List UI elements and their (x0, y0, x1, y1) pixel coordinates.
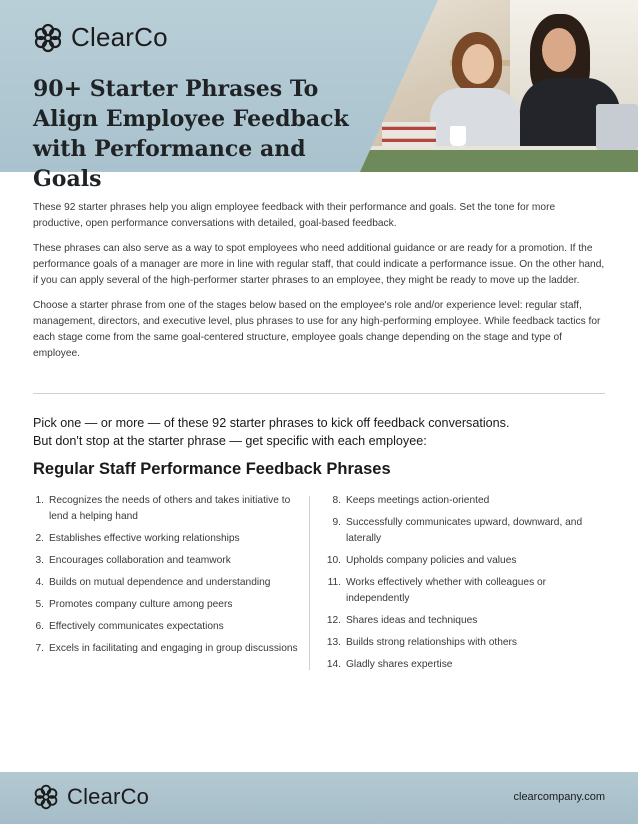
clearco-logo-icon (33, 784, 59, 810)
item-number: 11. (327, 577, 341, 588)
intro-paragraph: Choose a starter phrase from one of the stages below based on the employee's role and/or experience level: regular staff, management, directors, and executive level, plus phrases to use for any high-performing employee. While feedback tactics for each stage come from the same goal-centered structure, employee goals change depending on the stage and type of employee. (33, 300, 601, 359)
item-text: Effectively communicates expectations (49, 621, 224, 632)
list-item (325, 575, 607, 607)
photo-laptop (596, 104, 638, 150)
item-text: Shares ideas and techniques (346, 615, 478, 626)
pick-line: Pick one — or more — of these 92 starter phrases to kick off feedback conversations. (33, 416, 510, 430)
list-item (325, 657, 607, 673)
list-item (325, 613, 607, 629)
item-number: 12. (326, 615, 341, 626)
item-number: 3. (35, 555, 44, 566)
photo-books (382, 122, 436, 148)
header-logo (33, 22, 168, 53)
photo-desk (360, 150, 638, 172)
footer-bar (0, 772, 638, 824)
item-number: 10. (326, 555, 341, 566)
list-item (325, 553, 607, 569)
item-number: 4. (35, 577, 44, 588)
list-item (325, 515, 607, 547)
section-divider (33, 393, 605, 394)
logo-text: ClearCo (67, 784, 150, 809)
item-number: 5. (35, 599, 44, 610)
footer-logo (33, 784, 149, 810)
item-text: Successfully communicates upward, downward, and laterally (346, 517, 583, 544)
list-item (33, 553, 301, 569)
pick-callout (33, 414, 607, 450)
phrase-list-right (325, 493, 607, 679)
item-text: Excels in facilitating and engaging in group discussions (49, 643, 298, 654)
list-item (33, 575, 301, 591)
list-item (33, 493, 301, 525)
item-number: 9. (332, 517, 341, 528)
item-number: 1. (35, 495, 44, 506)
footer-url[interactable]: clearcompany.com (513, 791, 605, 803)
section-title: Regular Staff Performance Feedback Phrases (33, 460, 391, 478)
intro-section (33, 200, 607, 371)
item-text: Works effectively whether with colleagues or independently (346, 577, 547, 604)
item-number: 14. (326, 659, 341, 670)
item-number: 7. (35, 643, 44, 654)
item-text: Upholds company policies and values (346, 555, 517, 566)
item-text: Builds on mutual dependence and understanding (49, 577, 271, 588)
page-title: 90+ Starter Phrases To Align Employee Feedback with Performance and Goals (33, 76, 349, 192)
item-text: Gladly shares expertise (346, 659, 453, 670)
list-item (33, 619, 301, 635)
photo-person-face (542, 28, 576, 72)
photo-cup (450, 126, 466, 146)
intro-paragraph: These 92 starter phrases help you align employee feedback with their performance and goals. Set the tone for more productive, open performance conversations with detailed, goal-based feedback. (33, 202, 556, 229)
list-item (325, 635, 607, 651)
item-text: Builds strong relationships with others (346, 637, 518, 648)
item-text: Encourages collaboration and teamwork (49, 555, 231, 566)
item-text: Keeps meetings action-oriented (346, 495, 490, 506)
item-number: 2. (35, 533, 44, 544)
pick-line: But don't stop at the starter phrase — get specific with each employee: (33, 434, 427, 448)
item-text: Promotes company culture among peers (49, 599, 233, 610)
hero-photo (360, 0, 638, 172)
list-item (33, 597, 301, 613)
phrase-list-left (33, 493, 301, 663)
list-item (33, 641, 301, 657)
item-number: 13. (326, 637, 341, 648)
logo-text: ClearCo (71, 22, 168, 52)
intro-paragraph: These phrases can also serve as a way to spot employees who need additional guidance or are ready for a promotion. If the performance goals of a manager are more in line with regular staff, that could indicate a performance issue. On the other hand, if you can apply several of the high-performer starter phrases to an employee, they might be ready to move up the ladder. (33, 243, 605, 286)
list-item (325, 493, 607, 509)
column-divider (309, 496, 310, 670)
photo-person-body (430, 88, 520, 150)
photo-person-face (462, 44, 494, 84)
clearco-logo-icon (33, 23, 63, 53)
item-number: 8. (332, 495, 341, 506)
item-text: Establishes effective working relationships (49, 533, 240, 544)
item-number: 6. (35, 621, 44, 632)
item-text: Recognizes the needs of others and takes initiative to lend a helping hand (49, 495, 291, 522)
list-item (33, 531, 301, 547)
hero-banner (0, 0, 638, 192)
